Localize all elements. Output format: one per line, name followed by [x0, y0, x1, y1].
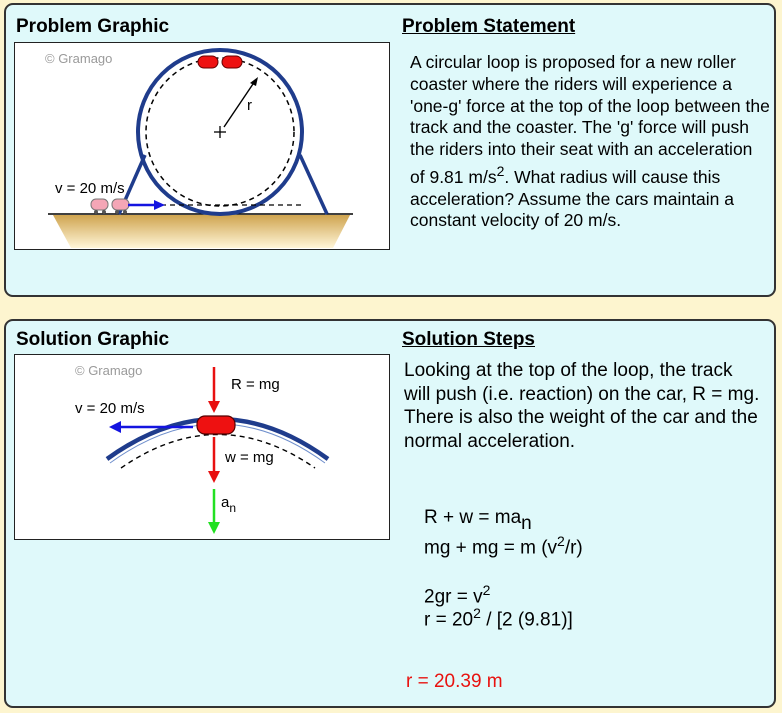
solution-graphic-heading: Solution Graphic	[16, 329, 170, 350]
solution-steps-heading: Solution Steps	[402, 329, 535, 350]
velocity-label: v = 20 m/s	[55, 180, 125, 197]
weight-arrowhead	[208, 471, 220, 483]
problem-panel	[4, 3, 776, 297]
solution-steps-text: Looking at the top of the loop, the track will push (i.e. reaction) on the car, R = mg. There is also the weight of the car and the normal acceleration.	[404, 360, 760, 452]
statement-part-1: A circular loop is proposed for a new roller coaster where the riders will experience a 'one-g' force at the top of the loop between the track and the coaster. The 'g' force will push the riders into their seat with an acceleration of 9.81 m/s	[410, 52, 770, 187]
equation-4: $r = 20^2 / [2$ (9.81)]	[424, 605, 573, 631]
weight-label: w = mg	[225, 449, 274, 466]
car-top	[198, 56, 242, 68]
equation-2: mg + mg = m $(v^2/r)$	[424, 533, 583, 559]
car-bottom	[91, 199, 129, 214]
solution-graphic	[14, 354, 390, 540]
copyright-text: © Gramago	[45, 51, 113, 66]
final-answer: r = 20.39 m	[406, 671, 503, 692]
top-of-loop-fbd	[15, 355, 390, 540]
reaction-label: R = mg	[231, 376, 280, 393]
statement-part-2: . What radius will cause this acceleration? Assume the cars maintain a constant velocity of 20 m/s.	[410, 166, 734, 231]
loop-support-right	[300, 155, 327, 214]
reaction-arrowhead	[208, 401, 220, 413]
solution-panel	[4, 319, 776, 708]
equation-3: $2gr = v^2$	[424, 582, 491, 608]
ground	[53, 215, 350, 248]
equation-1: $R + w = ma_n$	[424, 507, 532, 534]
problem-graphic	[14, 42, 390, 250]
acceleration-arrowhead	[208, 522, 220, 534]
problem-statement-text	[410, 52, 770, 232]
copyright-text: © Gramago	[75, 363, 143, 378]
statement-superscript: 2	[496, 162, 505, 179]
radius-label: r	[247, 97, 252, 114]
roller-coaster-loop-diagram	[15, 43, 390, 250]
radius-arrowhead	[250, 77, 258, 86]
acceleration-label: $a_n$	[221, 494, 237, 515]
car	[197, 416, 235, 434]
velocity-label: v = 20 m/s	[75, 400, 145, 417]
problem-graphic-heading: Problem Graphic	[16, 16, 170, 37]
problem-statement-heading: Problem Statement	[402, 16, 576, 37]
velocity-arrowhead	[154, 200, 165, 210]
velocity-arrowhead	[109, 421, 121, 433]
